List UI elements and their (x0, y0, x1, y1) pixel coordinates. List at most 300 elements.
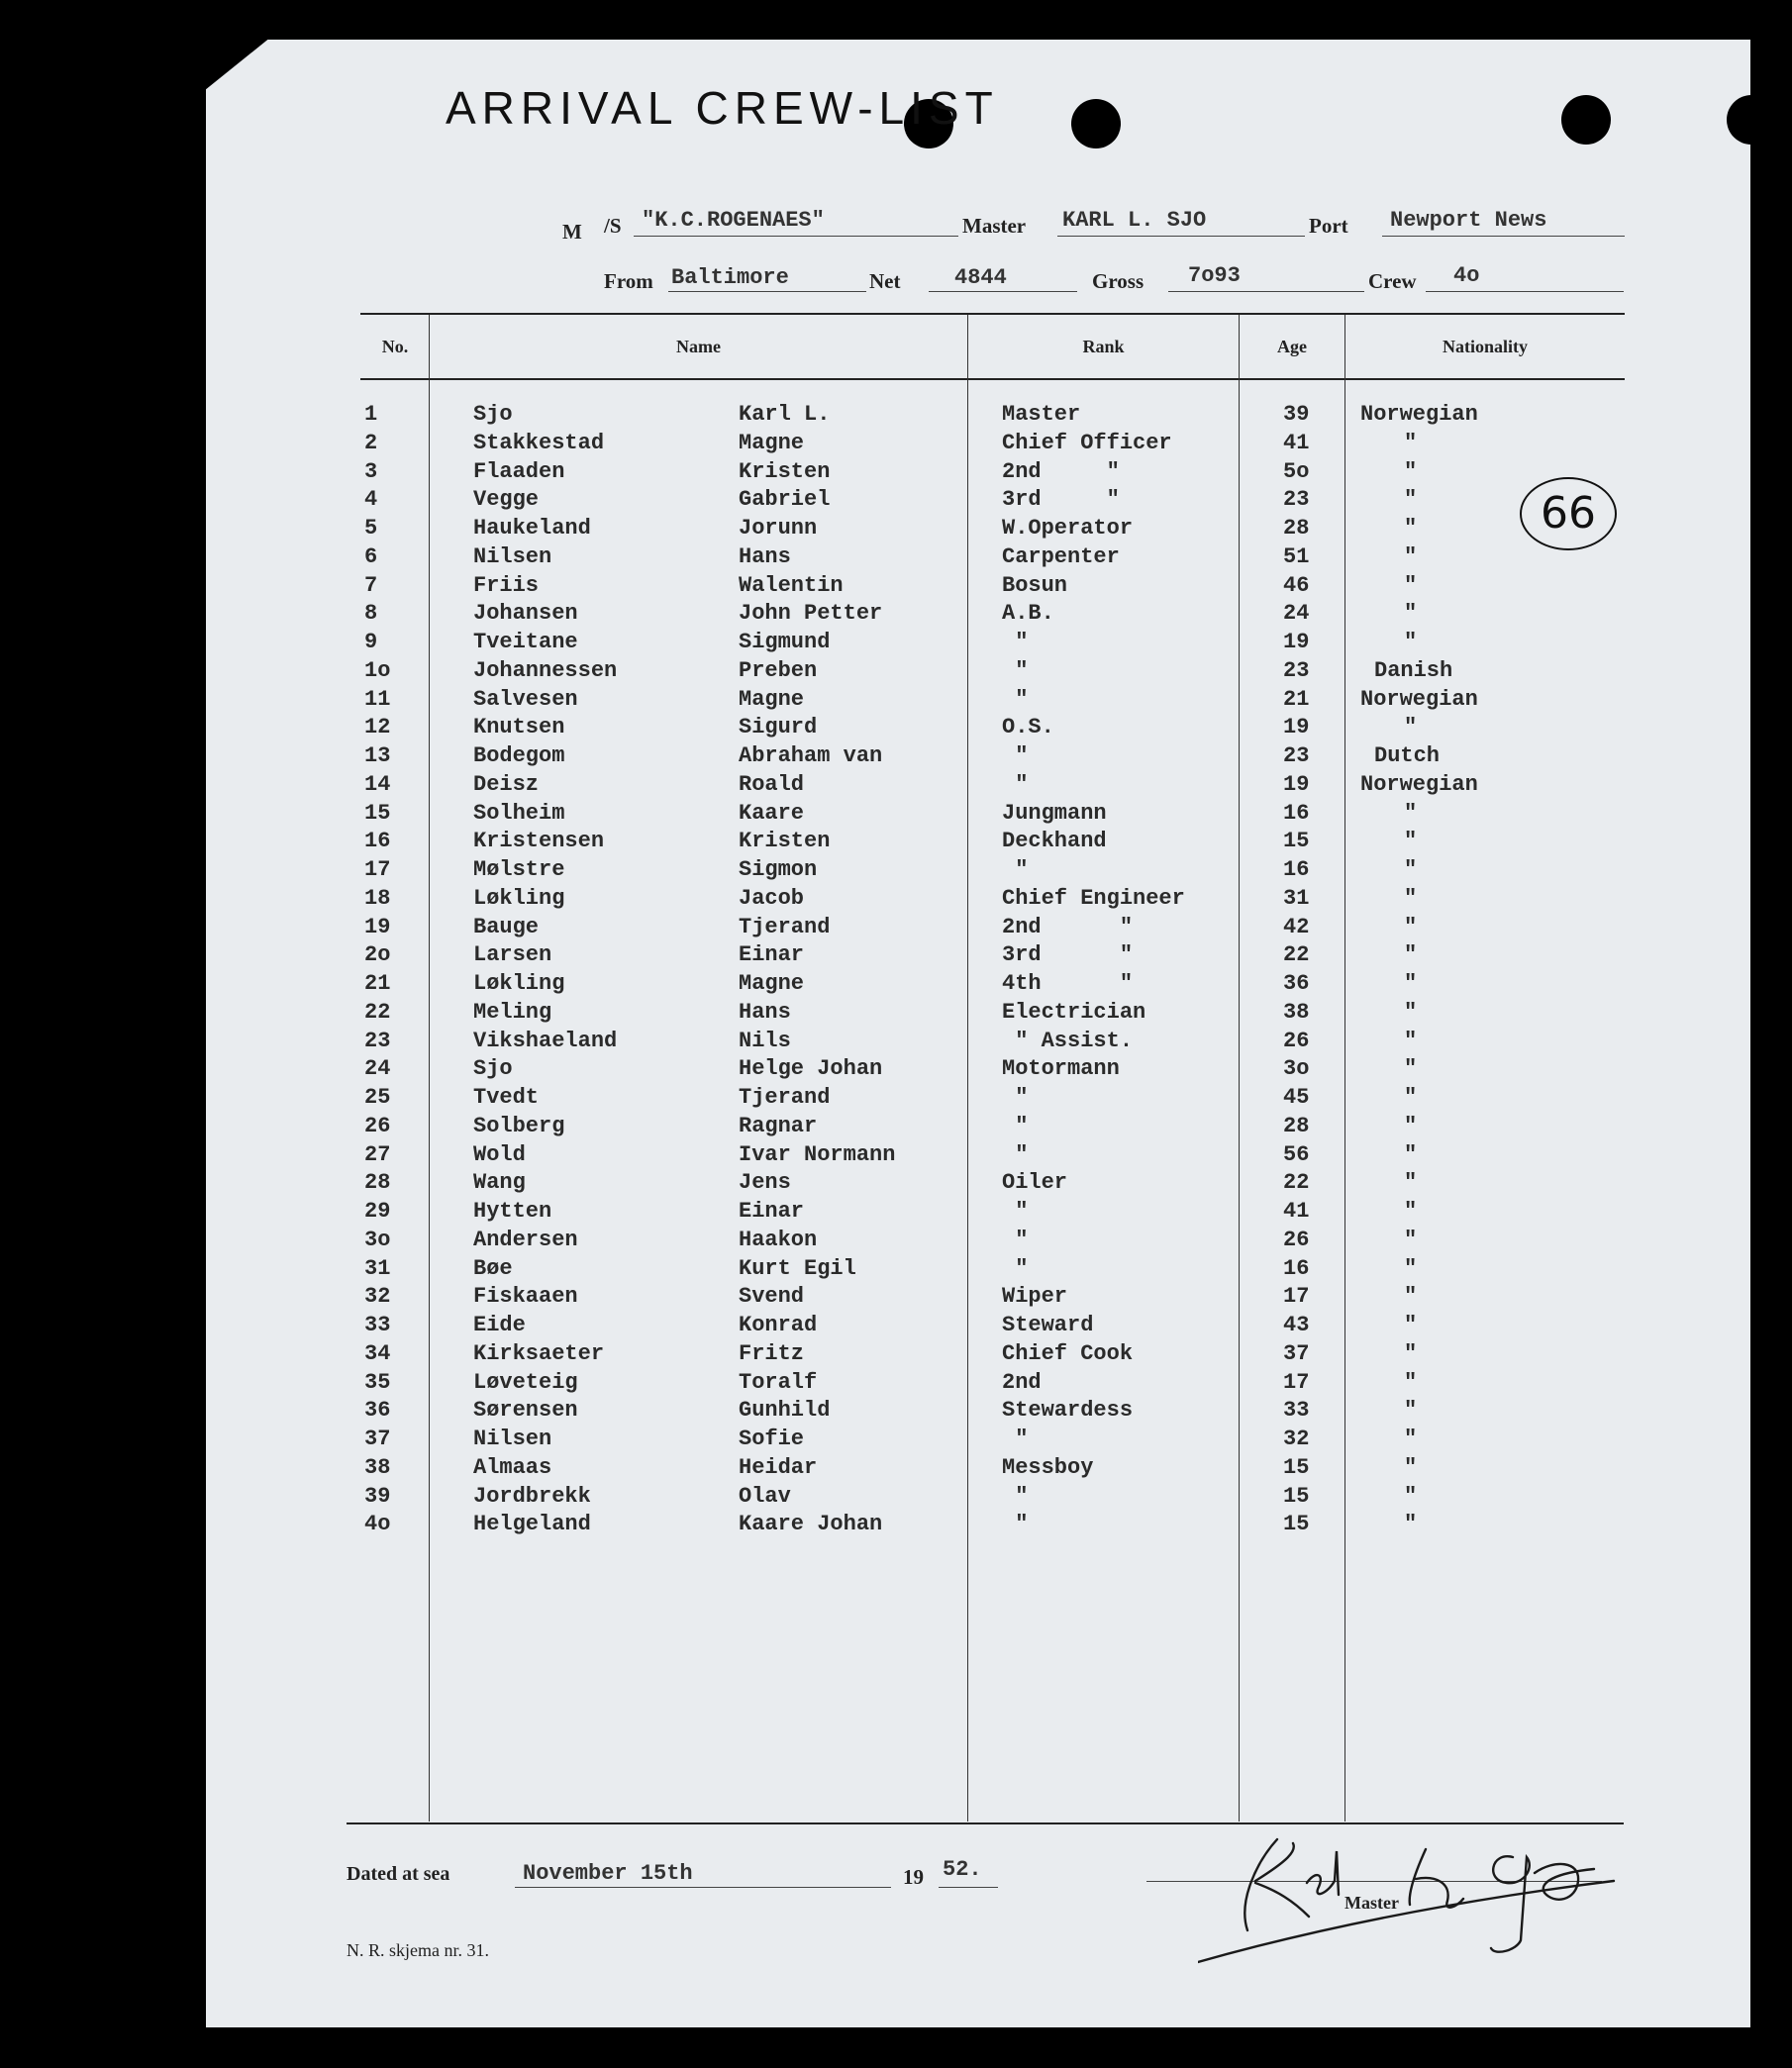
table-row (0, 1455, 1792, 1484)
table-row (0, 1313, 1792, 1341)
crew-age: 3o (1283, 1056, 1310, 1082)
crew-nationality: Danish (1374, 657, 1453, 683)
row-number: 21 (364, 971, 391, 996)
row-number: 26 (364, 1113, 391, 1138)
crew-age: 37 (1283, 1340, 1310, 1366)
crew-surname: Friis (473, 572, 540, 598)
column-header-rank: Rank (1082, 337, 1125, 356)
crew-rank: " (1002, 1255, 1029, 1281)
crew-age: 51 (1283, 543, 1310, 569)
table-row (0, 915, 1792, 943)
crew-rank: A.B. (1002, 601, 1054, 627)
crew-given-name: Gunhild (739, 1398, 831, 1424)
crew-nationality: " (1404, 487, 1418, 513)
crew-surname: Deisz (473, 771, 540, 797)
row-number: 25 (364, 1085, 391, 1110)
crew-rank: " (1002, 771, 1029, 797)
crew-nationality: " (1404, 1398, 1418, 1424)
crew-surname: Johannessen (473, 657, 618, 683)
crew-surname: Haukeland (473, 516, 591, 541)
crew-rank: 2nd (1002, 1369, 1042, 1395)
crew-surname: Stakkestad (473, 430, 605, 455)
row-number: 12 (364, 715, 391, 740)
row-number: 31 (364, 1255, 391, 1281)
crew-surname: Sjo (473, 402, 513, 427)
crew-given-name: Haakon (739, 1227, 818, 1252)
crew-surname: Bauge (473, 914, 540, 939)
crew-surname: Almaas (473, 1454, 552, 1480)
crew-nationality: Norwegian (1360, 402, 1478, 427)
table-row (0, 829, 1792, 857)
crew-rank: W.Operator (1002, 516, 1134, 541)
table-row (0, 544, 1792, 573)
gross-label: Gross (1092, 269, 1145, 293)
crew-surname: Knutsen (473, 715, 565, 740)
crew-age: 23 (1283, 743, 1310, 768)
row-number: 32 (364, 1284, 391, 1310)
row-number: 7 (364, 572, 378, 598)
column-header-nationality: Nationality (1442, 337, 1528, 356)
crew-given-name: Magne (739, 686, 805, 712)
crew-rank: 3rd " (1002, 487, 1120, 513)
date-value: November 15th (523, 1861, 693, 1886)
crew-given-name: Karl L. (739, 402, 831, 427)
crew-age: 15 (1283, 1483, 1310, 1509)
crew-nationality: " (1404, 914, 1418, 939)
crew-surname: Vikshaeland (473, 1028, 618, 1053)
crew-given-name: Sigmon (739, 857, 818, 882)
crew-surname: Solberg (473, 1113, 565, 1138)
crew-nationality: " (1404, 1113, 1418, 1138)
table-row (0, 658, 1792, 687)
crew-given-name: Sigurd (739, 715, 818, 740)
table-row (0, 1284, 1792, 1313)
crew-surname: Vegge (473, 487, 540, 513)
table-row (0, 1512, 1792, 1540)
crew-given-name: Sofie (739, 1427, 805, 1451)
crew-surname: Nilsen (473, 1427, 552, 1451)
table-row (0, 1056, 1792, 1085)
crew-given-name: Magne (739, 430, 805, 455)
crew-surname: Solheim (473, 800, 565, 826)
crew-nationality: Dutch (1374, 743, 1441, 768)
crew-nationality: " (1404, 601, 1418, 627)
crew-age: 39 (1283, 402, 1310, 427)
crew-surname: Jordbrekk (473, 1483, 591, 1509)
crew-nationality: " (1404, 715, 1418, 740)
table-row (0, 772, 1792, 801)
crew-surname: Sjo (473, 1056, 513, 1082)
crew-surname: Bøe (473, 1255, 513, 1281)
crew-rank: Motormann (1002, 1056, 1120, 1082)
crew-surname: Tvedt (473, 1085, 540, 1110)
crew-rank: " Assist. (1002, 1028, 1134, 1053)
crew-nationality: " (1404, 1483, 1418, 1509)
crew-given-name: Roald (739, 771, 805, 797)
crew-nationality: " (1404, 458, 1418, 484)
crew-age: 15 (1283, 1512, 1310, 1537)
row-number: 29 (364, 1199, 391, 1224)
crew-nationality: " (1404, 1313, 1418, 1337)
crew-given-name: Hans (739, 543, 791, 569)
crew-age: 28 (1283, 516, 1310, 541)
crew-rank: 2nd " (1002, 914, 1134, 939)
crew-rank: 3rd " (1002, 942, 1134, 968)
table-row (0, 1228, 1792, 1256)
crew-rank: Jungmann (1002, 800, 1107, 826)
crew-nationality: " (1404, 572, 1418, 598)
crew-surname: Johansen (473, 601, 578, 627)
column-header-name: Name (676, 337, 721, 356)
table-row (0, 715, 1792, 743)
table-row (0, 1029, 1792, 1057)
crew-given-name: Svend (739, 1284, 805, 1310)
crew-surname: Løveteig (473, 1369, 578, 1395)
table-row (0, 1256, 1792, 1285)
crew-nationality: " (1404, 1141, 1418, 1167)
table-row (0, 1000, 1792, 1029)
punch-hole (1727, 95, 1776, 145)
crew-age: 19 (1283, 630, 1310, 654)
crew-given-name: Ivar Normann (739, 1141, 896, 1167)
crew-surname: Løkling (473, 885, 565, 911)
row-number: 14 (364, 771, 391, 797)
row-number: 35 (364, 1369, 391, 1395)
crew-given-name: Tjerand (739, 1085, 831, 1110)
table-row (0, 601, 1792, 630)
row-number: 19 (364, 914, 391, 939)
row-number: 34 (364, 1340, 391, 1366)
crew-rank: " (1002, 1141, 1029, 1167)
crew-label: Crew (1368, 269, 1417, 293)
table-row (0, 743, 1792, 772)
crew-given-name: Jacob (739, 885, 805, 911)
crew-age: 19 (1283, 715, 1310, 740)
crew-age: 22 (1283, 1170, 1310, 1196)
table-row (0, 801, 1792, 830)
row-number: 2o (364, 942, 391, 968)
crew-nationality: " (1404, 1085, 1418, 1110)
crew-age: 32 (1283, 1427, 1310, 1451)
table-row (0, 1370, 1792, 1399)
crew-surname: Kristensen (473, 829, 605, 854)
net-value: 4844 (954, 265, 1007, 290)
row-number: 8 (364, 601, 378, 627)
crew-rank: Chief Officer (1002, 430, 1172, 455)
crew-given-name: Toralf (739, 1369, 818, 1395)
crew-nationality: " (1404, 1340, 1418, 1366)
crew-nationality: " (1404, 430, 1418, 455)
crew-rank: Electrician (1002, 999, 1146, 1025)
crew-rank: " (1002, 1113, 1029, 1138)
crew-given-name: Walentin (739, 572, 844, 598)
crew-nationality: " (1404, 630, 1418, 654)
crew-age: 26 (1283, 1028, 1310, 1053)
crew-age: 36 (1283, 971, 1310, 996)
crew-surname: Helgeland (473, 1512, 591, 1537)
vessel-type: /S (604, 214, 622, 238)
form-number: N. R. skjema nr. 31. (347, 1940, 489, 1960)
crew-surname: Eide (473, 1313, 526, 1337)
row-number: 15 (364, 800, 391, 826)
crew-age: 28 (1283, 1113, 1310, 1138)
row-number: 13 (364, 743, 391, 768)
row-number: 11 (364, 686, 391, 712)
crew-rank: " (1002, 630, 1029, 654)
table-row (0, 1142, 1792, 1171)
crew-given-name: Olav (739, 1483, 791, 1509)
crew-given-name: Preben (739, 657, 818, 683)
crew-given-name: Konrad (739, 1313, 818, 1337)
crew-given-name: Heidar (739, 1454, 818, 1480)
crew-surname: Sørensen (473, 1398, 578, 1424)
year-suffix: 52. (943, 1857, 982, 1882)
crew-given-name: Einar (739, 1199, 805, 1224)
crew-given-name: John Petter (739, 601, 883, 627)
crew-age: 38 (1283, 999, 1310, 1025)
crew-rank: Steward (1002, 1313, 1094, 1337)
crew-given-name: Kaare (739, 800, 805, 826)
crew-age: 16 (1283, 800, 1310, 826)
crew-rank: Messboy (1002, 1454, 1094, 1480)
crew-nationality: " (1404, 857, 1418, 882)
crew-rank: Bosun (1002, 572, 1068, 598)
table-row (0, 1341, 1792, 1370)
crew-nationality: " (1404, 1427, 1418, 1451)
crew-age: 23 (1283, 487, 1310, 513)
crew-rank: " (1002, 857, 1029, 882)
crew-given-name: Fritz (739, 1340, 805, 1366)
crew-rank: " (1002, 1227, 1029, 1252)
crew-age: 16 (1283, 857, 1310, 882)
row-number: 27 (364, 1141, 391, 1167)
crew-given-name: Abraham van (739, 743, 883, 768)
crew-nationality: " (1404, 829, 1418, 854)
crew-given-name: Nils (739, 1028, 791, 1053)
crew-given-name: Ragnar (739, 1113, 818, 1138)
crew-rank: Deckhand (1002, 829, 1107, 854)
crew-age: 26 (1283, 1227, 1310, 1252)
row-number: 1o (364, 657, 391, 683)
crew-value: 4o (1453, 263, 1480, 288)
table-row (0, 459, 1792, 488)
crew-rank: " (1002, 743, 1029, 768)
row-number: 36 (364, 1398, 391, 1424)
crew-age: 43 (1283, 1313, 1310, 1337)
year-prefix: 19 (903, 1865, 924, 1889)
master-signature-label: Master (1344, 1893, 1399, 1913)
row-number: 9 (364, 630, 378, 654)
port-label: Port (1309, 214, 1348, 238)
from-value: Baltimore (671, 265, 789, 290)
crew-nationality: " (1404, 999, 1418, 1025)
row-number: 3o (364, 1227, 391, 1252)
row-number: 4 (364, 487, 378, 513)
crew-nationality: " (1404, 1284, 1418, 1310)
crew-age: 23 (1283, 657, 1310, 683)
table-row (0, 1199, 1792, 1228)
crew-rank: " (1002, 1427, 1029, 1451)
crew-age: 45 (1283, 1085, 1310, 1110)
crew-rank: " (1002, 657, 1029, 683)
crew-surname: Fiskaaen (473, 1284, 578, 1310)
crew-nationality: " (1404, 1227, 1418, 1252)
crew-age: 21 (1283, 686, 1310, 712)
table-row (0, 1484, 1792, 1513)
table-row (0, 1085, 1792, 1114)
crew-given-name: Kristen (739, 829, 831, 854)
crew-surname: Mølstre (473, 857, 565, 882)
crew-rank: 2nd " (1002, 458, 1120, 484)
crew-given-name: Jens (739, 1170, 791, 1196)
row-number: 1 (364, 402, 378, 427)
crew-given-name: Magne (739, 971, 805, 996)
vessel-prefix: M (562, 220, 582, 244)
crew-surname: Meling (473, 999, 552, 1025)
crew-nationality: " (1404, 800, 1418, 826)
crew-nationality: Norwegian (1360, 771, 1478, 797)
crew-rank: 4th " (1002, 971, 1134, 996)
crew-nationality: " (1404, 516, 1418, 541)
row-number: 2 (364, 430, 378, 455)
crew-surname: Løkling (473, 971, 565, 996)
crew-given-name: Hans (739, 999, 791, 1025)
crew-given-name: Einar (739, 942, 805, 968)
crew-age: 24 (1283, 601, 1310, 627)
crew-surname: Tveitane (473, 630, 578, 654)
table-row (0, 857, 1792, 886)
crew-given-name: Kristen (739, 458, 831, 484)
crew-age: 41 (1283, 1199, 1310, 1224)
crew-nationality: " (1404, 1056, 1418, 1082)
master-signature (1198, 1822, 1624, 1970)
crew-age: 16 (1283, 1255, 1310, 1281)
crew-rank: Chief Cook (1002, 1340, 1134, 1366)
crew-age: 31 (1283, 885, 1310, 911)
crew-nationality: " (1404, 1170, 1418, 1196)
crew-nationality: " (1404, 1512, 1418, 1537)
crew-surname: Larsen (473, 942, 552, 968)
row-number: 3 (364, 458, 378, 484)
crew-age: 15 (1283, 1454, 1310, 1480)
crew-nationality: " (1404, 543, 1418, 569)
crew-surname: Flaaden (473, 458, 565, 484)
crew-given-name: Gabriel (739, 487, 831, 513)
crew-nationality: " (1404, 1454, 1418, 1480)
crew-age: 56 (1283, 1141, 1310, 1167)
table-row (0, 1427, 1792, 1455)
crew-age: 17 (1283, 1284, 1310, 1310)
row-number: 23 (364, 1028, 391, 1053)
table-row (0, 1114, 1792, 1142)
from-label: From (604, 269, 653, 293)
crew-rank: Chief Engineer (1002, 885, 1185, 911)
crew-surname: Wang (473, 1170, 526, 1196)
table-row (0, 431, 1792, 459)
crew-age: 19 (1283, 771, 1310, 797)
crew-age: 42 (1283, 914, 1310, 939)
crew-given-name: Tjerand (739, 914, 831, 939)
table-row (0, 573, 1792, 602)
crew-age: 33 (1283, 1398, 1310, 1424)
row-number: 39 (364, 1483, 391, 1509)
row-number: 38 (364, 1454, 391, 1480)
crew-given-name: Kaare Johan (739, 1512, 883, 1537)
crew-nationality: " (1404, 1028, 1418, 1053)
crew-age: 5o (1283, 458, 1310, 484)
crew-rank: Stewardess (1002, 1398, 1134, 1424)
master-name: KARL L. SJO (1062, 208, 1207, 233)
row-number: 4o (364, 1512, 391, 1537)
crew-rank: Oiler (1002, 1170, 1068, 1196)
crew-nationality: " (1404, 885, 1418, 911)
crew-nationality: " (1404, 1369, 1418, 1395)
gross-value: 7o93 (1188, 263, 1241, 288)
crew-rank: " (1002, 1512, 1029, 1537)
table-row (0, 630, 1792, 658)
row-number: 28 (364, 1170, 391, 1196)
crew-nationality: Norwegian (1360, 686, 1478, 712)
crew-given-name: Jorunn (739, 516, 818, 541)
vessel-name: "K.C.ROGENAES" (642, 208, 825, 233)
crew-surname: Hytten (473, 1199, 552, 1224)
row-number: 22 (364, 999, 391, 1025)
punch-hole (1561, 95, 1611, 145)
row-number: 24 (364, 1056, 391, 1082)
column-header-no: No. (381, 337, 409, 356)
crew-surname: Salvesen (473, 686, 578, 712)
page-title: ARRIVAL CREW-LIST (446, 82, 999, 134)
crew-rank: Carpenter (1002, 543, 1120, 569)
table-row (0, 1398, 1792, 1427)
page-number-annotation: 66 (1520, 477, 1617, 550)
crew-surname: Andersen (473, 1227, 578, 1252)
crew-surname: Kirksaeter (473, 1340, 605, 1366)
crew-nationality: " (1404, 971, 1418, 996)
table-row (0, 971, 1792, 1000)
crew-age: 17 (1283, 1369, 1310, 1395)
table-row (0, 886, 1792, 915)
crew-rank: Master (1002, 402, 1081, 427)
row-number: 33 (364, 1313, 391, 1337)
row-number: 6 (364, 543, 378, 569)
row-number: 16 (364, 829, 391, 854)
crew-given-name: Kurt Egil (739, 1255, 856, 1281)
crew-age: 22 (1283, 942, 1310, 968)
row-number: 5 (364, 516, 378, 541)
table-row (0, 1170, 1792, 1199)
crew-rank: " (1002, 1085, 1029, 1110)
crew-nationality: " (1404, 1255, 1418, 1281)
net-label: Net (869, 269, 901, 293)
crew-rank: Wiper (1002, 1284, 1068, 1310)
crew-age: 41 (1283, 430, 1310, 455)
dated-label: Dated at sea (347, 1863, 450, 1885)
crew-rank: " (1002, 1199, 1029, 1224)
master-label: Master (962, 214, 1027, 238)
table-row (0, 402, 1792, 431)
crew-age: 46 (1283, 572, 1310, 598)
port-value: Newport News (1390, 208, 1547, 233)
column-header-age: Age (1277, 337, 1307, 356)
table-row (0, 687, 1792, 716)
crew-surname: Bodegom (473, 743, 565, 768)
crew-rank: O.S. (1002, 715, 1054, 740)
row-number: 17 (364, 857, 391, 882)
row-number: 18 (364, 885, 391, 911)
crew-rank: " (1002, 1483, 1029, 1509)
row-number: 37 (364, 1427, 391, 1451)
